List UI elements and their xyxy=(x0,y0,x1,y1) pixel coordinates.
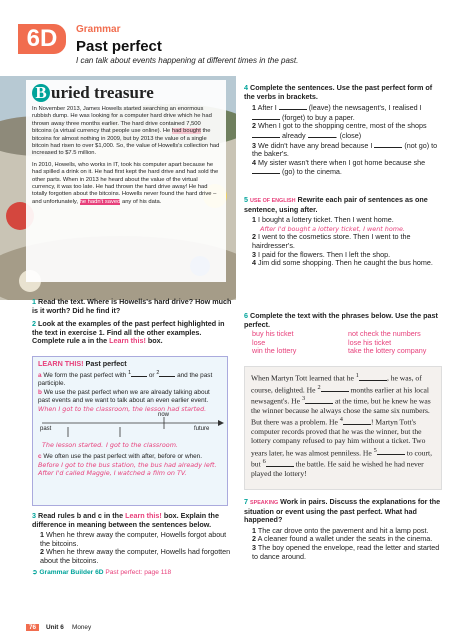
exercise-number: 1 xyxy=(32,297,36,306)
exercise-instruction: Complete the sentences. Use the past perfect form of the verbs in brackets. xyxy=(244,83,433,101)
exercise-5 xyxy=(244,196,444,268)
list-item: 2 I went to the cosmetics store. Then I went to the hairdresser's. xyxy=(252,232,411,250)
gap-number: 3 xyxy=(301,395,306,403)
gap-2[interactable] xyxy=(159,370,175,377)
item-text: The car drove onto the pavement and hit a lamp post. xyxy=(257,525,429,535)
gap-number: 1 xyxy=(355,372,359,379)
list-item: 3 The boy opened the envelope, read the letter and started to dance around. xyxy=(252,542,440,561)
page-subtitle: I can talk about events happening at different times in the past. xyxy=(76,56,299,65)
learn-this-link: Learn this! xyxy=(125,511,162,520)
exercise-number: 2 xyxy=(32,319,36,328)
item-text: The boy opened the envelope, read the letter and started to dance around. xyxy=(252,542,440,561)
item-text: I went to the cosmetics store. Then I went to the hairdresser's. xyxy=(252,232,411,250)
rule-b xyxy=(38,389,222,413)
item-text: We didn't have any bread because I xyxy=(258,140,375,150)
gap-number: 2 xyxy=(156,370,160,376)
article-text: the bitcoins for almost nothing in 2009, but by 2013 the value of a single bitcoin had risen to over $1,000. So, the value of Howells's collection had increased to $7.5 million. xyxy=(32,128,220,157)
item-text: Jim did some shopping. Then he caught the bus home. xyxy=(258,258,433,268)
page-number: 76 xyxy=(26,624,39,631)
exercise-3-items xyxy=(32,531,232,565)
list-item: 2 A cleaner found a wallet under the seats in the cinema. xyxy=(252,534,433,544)
answer-blank[interactable] xyxy=(252,113,280,120)
phrase: lose his ticket xyxy=(348,337,392,347)
exercise-instruction: Look at the examples of the past perfect highlighted in the text in exercise 1. Find all the other examples. Complete rule a in the xyxy=(32,319,225,346)
exercise-number: 6 xyxy=(244,311,248,320)
item-text: When he threw away the computer, Howells had forgotten about the bitcoins. xyxy=(40,547,231,565)
learn-this-label: LEARN THIS! xyxy=(38,359,84,368)
story-gap[interactable] xyxy=(359,374,387,381)
rule-example: After I'd called Maggie, I watched a film on TV. xyxy=(38,469,187,478)
list-item: 1 When he threw away the computer, Howells forgot about the bitcoins. xyxy=(40,530,227,548)
exercise-instruction: box. xyxy=(145,336,163,346)
item-text: (go) to the cinema. xyxy=(280,167,342,177)
answer-blank[interactable] xyxy=(252,167,280,174)
item-text: After I xyxy=(257,103,279,113)
page-title: Past perfect xyxy=(76,38,162,55)
exercise-tag: SPEAKING xyxy=(250,500,279,506)
rule-a xyxy=(38,369,222,388)
arrow-icon: ➲ xyxy=(32,568,38,576)
unit-topic: Money xyxy=(72,624,92,631)
exercise-6 xyxy=(244,312,444,356)
item-text: A cleaner found a wallet under the seats in the cinema. xyxy=(257,534,433,544)
exercise-number: 3 xyxy=(32,511,36,520)
rule-text: We form the past perfect with xyxy=(43,372,129,380)
list-item: 3 I paid for the flowers. Then I left the shop. xyxy=(252,249,391,259)
timeline-event-1: The lesson started. xyxy=(42,441,104,450)
timeline-past-label: past xyxy=(40,426,52,433)
exercise-instruction: Read rules b and c in the xyxy=(38,511,126,520)
answer-blank[interactable] xyxy=(252,131,280,138)
example-answer: After I'd bought a lottery ticket, I went home. xyxy=(260,224,405,233)
item-text: already xyxy=(280,130,308,140)
page-footer xyxy=(0,624,450,638)
story-text: to court, but xyxy=(251,448,433,469)
story-text: When Martyn Tott learned that he xyxy=(251,373,356,383)
exercise-5-items xyxy=(244,216,444,268)
exercise-2 xyxy=(32,320,232,346)
story-gap[interactable] xyxy=(321,385,349,392)
phrase: win the lottery xyxy=(252,346,297,356)
article-title-rest: uried treasure xyxy=(51,83,154,102)
item-text: (forget) to buy a paper. xyxy=(280,112,355,122)
phrase-bank xyxy=(244,330,444,356)
rule-text: We often use the past perfect with after, before or when. xyxy=(43,453,203,461)
story-text: ! Martyn Tott's computer records proved that he was the winner, but the lottery company refused to pay him without a ticket. Two years later, he was almost penniless. He xyxy=(251,417,426,458)
list-item: 4 My sister wasn't there when I got home because she (go) to the cinema. xyxy=(252,157,426,177)
unit-label: Unit 6 xyxy=(46,624,64,631)
exercise-7 xyxy=(244,498,444,561)
rule-label: b xyxy=(38,389,42,397)
exercise-4-items xyxy=(244,103,444,177)
exercise-instruction: Read the text. Where is Howells's hard drive? How much is it worth? Did he find it? xyxy=(32,297,232,315)
rule-label: a xyxy=(38,372,42,380)
gap-number: 4 xyxy=(339,416,343,424)
article-title xyxy=(32,84,220,102)
exercise-number: 5 xyxy=(244,195,248,204)
rule-text: and the past participle. xyxy=(38,372,213,388)
article-paragraph-1 xyxy=(32,106,220,158)
story-text: months earlier at his local newsagent's. He xyxy=(251,385,429,406)
exercise-instruction: Rewrite each pair of sentences as one sentence, using after. xyxy=(244,195,428,214)
rule-label: c xyxy=(38,453,42,461)
list-item: 2 When he threw away the computer, Howells had forgotten about the bitcoins. xyxy=(40,547,231,565)
timeline-now-label: now xyxy=(158,412,170,419)
lottery-story xyxy=(244,366,442,490)
phrase: not check the numbers xyxy=(348,329,421,339)
gap-number: 1 xyxy=(128,370,132,376)
article-paragraph-2 xyxy=(32,162,220,206)
item-text: When he threw away the computer, Howells forgot about the bitcoins. xyxy=(40,530,227,548)
gap-number: 2 xyxy=(317,383,321,391)
phrase: buy his ticket xyxy=(252,329,294,339)
learn-this-box xyxy=(32,356,228,506)
section-label: Grammar xyxy=(76,24,121,35)
exercise-4 xyxy=(244,84,444,177)
exercise-7-items xyxy=(244,527,444,561)
list-item: 4 Jim did some shopping. Then he caught the bus home. xyxy=(252,258,433,268)
answer-blank[interactable] xyxy=(279,103,307,110)
highlighted-past-perfect: he hadn't saved xyxy=(79,198,121,205)
exercise-number: 7 xyxy=(244,497,248,506)
item-text: . (close) xyxy=(335,130,362,140)
timeline xyxy=(38,413,222,453)
item-text: I paid for the flowers. Then I left the shop. xyxy=(258,249,391,259)
item-text: When I got to the shopping centre, most of the shops xyxy=(258,121,427,131)
exercise-instruction: Complete the text with the phrases below. Use the past perfect. xyxy=(244,311,438,329)
learn-this-topic: Past perfect xyxy=(85,359,127,368)
gap-1[interactable] xyxy=(131,370,147,377)
article-buried-treasure xyxy=(26,80,226,282)
answer-blank[interactable] xyxy=(374,141,402,148)
rule-example: Before I got to the bus station, the bus had already left. xyxy=(38,461,217,470)
exercise-tag: USE OF ENGLISH xyxy=(250,198,296,204)
gap-number: 5 xyxy=(373,446,377,454)
highlighted-past-perfect: had bought xyxy=(171,128,201,135)
article-text: In 2010, Howells, who works in IT, took his computer apart because he had spilled a drink on it. He had first kept the hard drive and had sold the other parts. When in 2013 he heard about the value of the virtual currency, it was too late. He had thrown the hard drive away! He had totally forgotten about the bitcoins. Howells never found the hard drive – and unfortunately, xyxy=(32,161,219,205)
rule-text: We use the past perfect when we are already talking about past events and we want to talk about an even earlier event. xyxy=(38,389,210,405)
rule-c xyxy=(38,453,222,477)
rule-text: or xyxy=(147,372,157,380)
list-item: 2 When I got to the shopping centre, most of the shops already . (close) xyxy=(252,121,427,140)
list-item: 3 We didn't have any bread because I (not go) to the baker's. xyxy=(252,140,438,159)
grammar-builder-link[interactable] xyxy=(32,569,232,578)
unit-badge: 6D xyxy=(18,24,66,54)
list-item: 1 After I (leave) the newsagent's, I realised I (forget) to buy a paper. xyxy=(252,103,422,122)
story-gap[interactable] xyxy=(377,448,405,455)
story-gap[interactable] xyxy=(343,418,371,425)
builder-page: Past perfect: page 118 xyxy=(105,568,172,576)
item-text: My sister wasn't there when I got home because she xyxy=(258,157,426,167)
article-title-initial: B xyxy=(32,84,50,102)
article-text: any of his data. xyxy=(120,198,162,205)
exercise-instruction: Work in pairs. Discuss the explanations for the situation or event using the past perfect. What had happened? xyxy=(244,497,441,525)
item-text: I bought a lottery ticket. Then I went home. xyxy=(258,215,394,225)
story-text: the battle. He said he wished he had never played the lottery! xyxy=(251,459,424,479)
story-text: , he was, of course, delighted. He xyxy=(251,373,422,395)
rule-example: When I got to the classroom, the lesson had started. xyxy=(38,405,207,414)
timeline-event-2: I got to the classroom. xyxy=(106,441,178,450)
exercise-instruction: box. Explain the difference in meaning between the sentences below. xyxy=(32,511,219,529)
learn-this-link: Learn this! xyxy=(109,336,146,346)
exercise-3 xyxy=(32,512,232,577)
phrase: take the lottery company xyxy=(348,346,427,356)
timeline-future-label: future xyxy=(194,426,210,433)
item-text: (not go) to the baker's. xyxy=(252,140,438,159)
list-item: 1 The car drove onto the pavement and hit a lamp post. xyxy=(252,525,429,535)
gap-number: 6 xyxy=(262,458,266,466)
story-text: at the time, but he knew he was the winner because he always chose the same six numbers. But there was a problem. He xyxy=(251,397,431,427)
answer-blank[interactable] xyxy=(308,131,336,138)
exercise-number: 4 xyxy=(244,83,248,92)
learn-this-heading xyxy=(38,360,222,368)
exercise-1 xyxy=(32,298,232,315)
phrase: lose xyxy=(252,337,266,347)
builder-label: Grammar Builder 6D xyxy=(39,568,104,576)
article-text: In November 2013, James Howells started searching an enormous rubbish dump. He was looking for a computer hard drive which he had thrown away three months earlier. The hard drive contained 7,500 bitcoins (a virtual currency that people use online). He xyxy=(32,106,212,135)
story-gap[interactable] xyxy=(305,397,333,404)
story-gap[interactable] xyxy=(266,460,294,467)
item-text: (leave) the newsagent's, I realised I xyxy=(306,103,422,113)
list-item: 1 I bought a lottery ticket. Then I went home. xyxy=(252,215,394,225)
